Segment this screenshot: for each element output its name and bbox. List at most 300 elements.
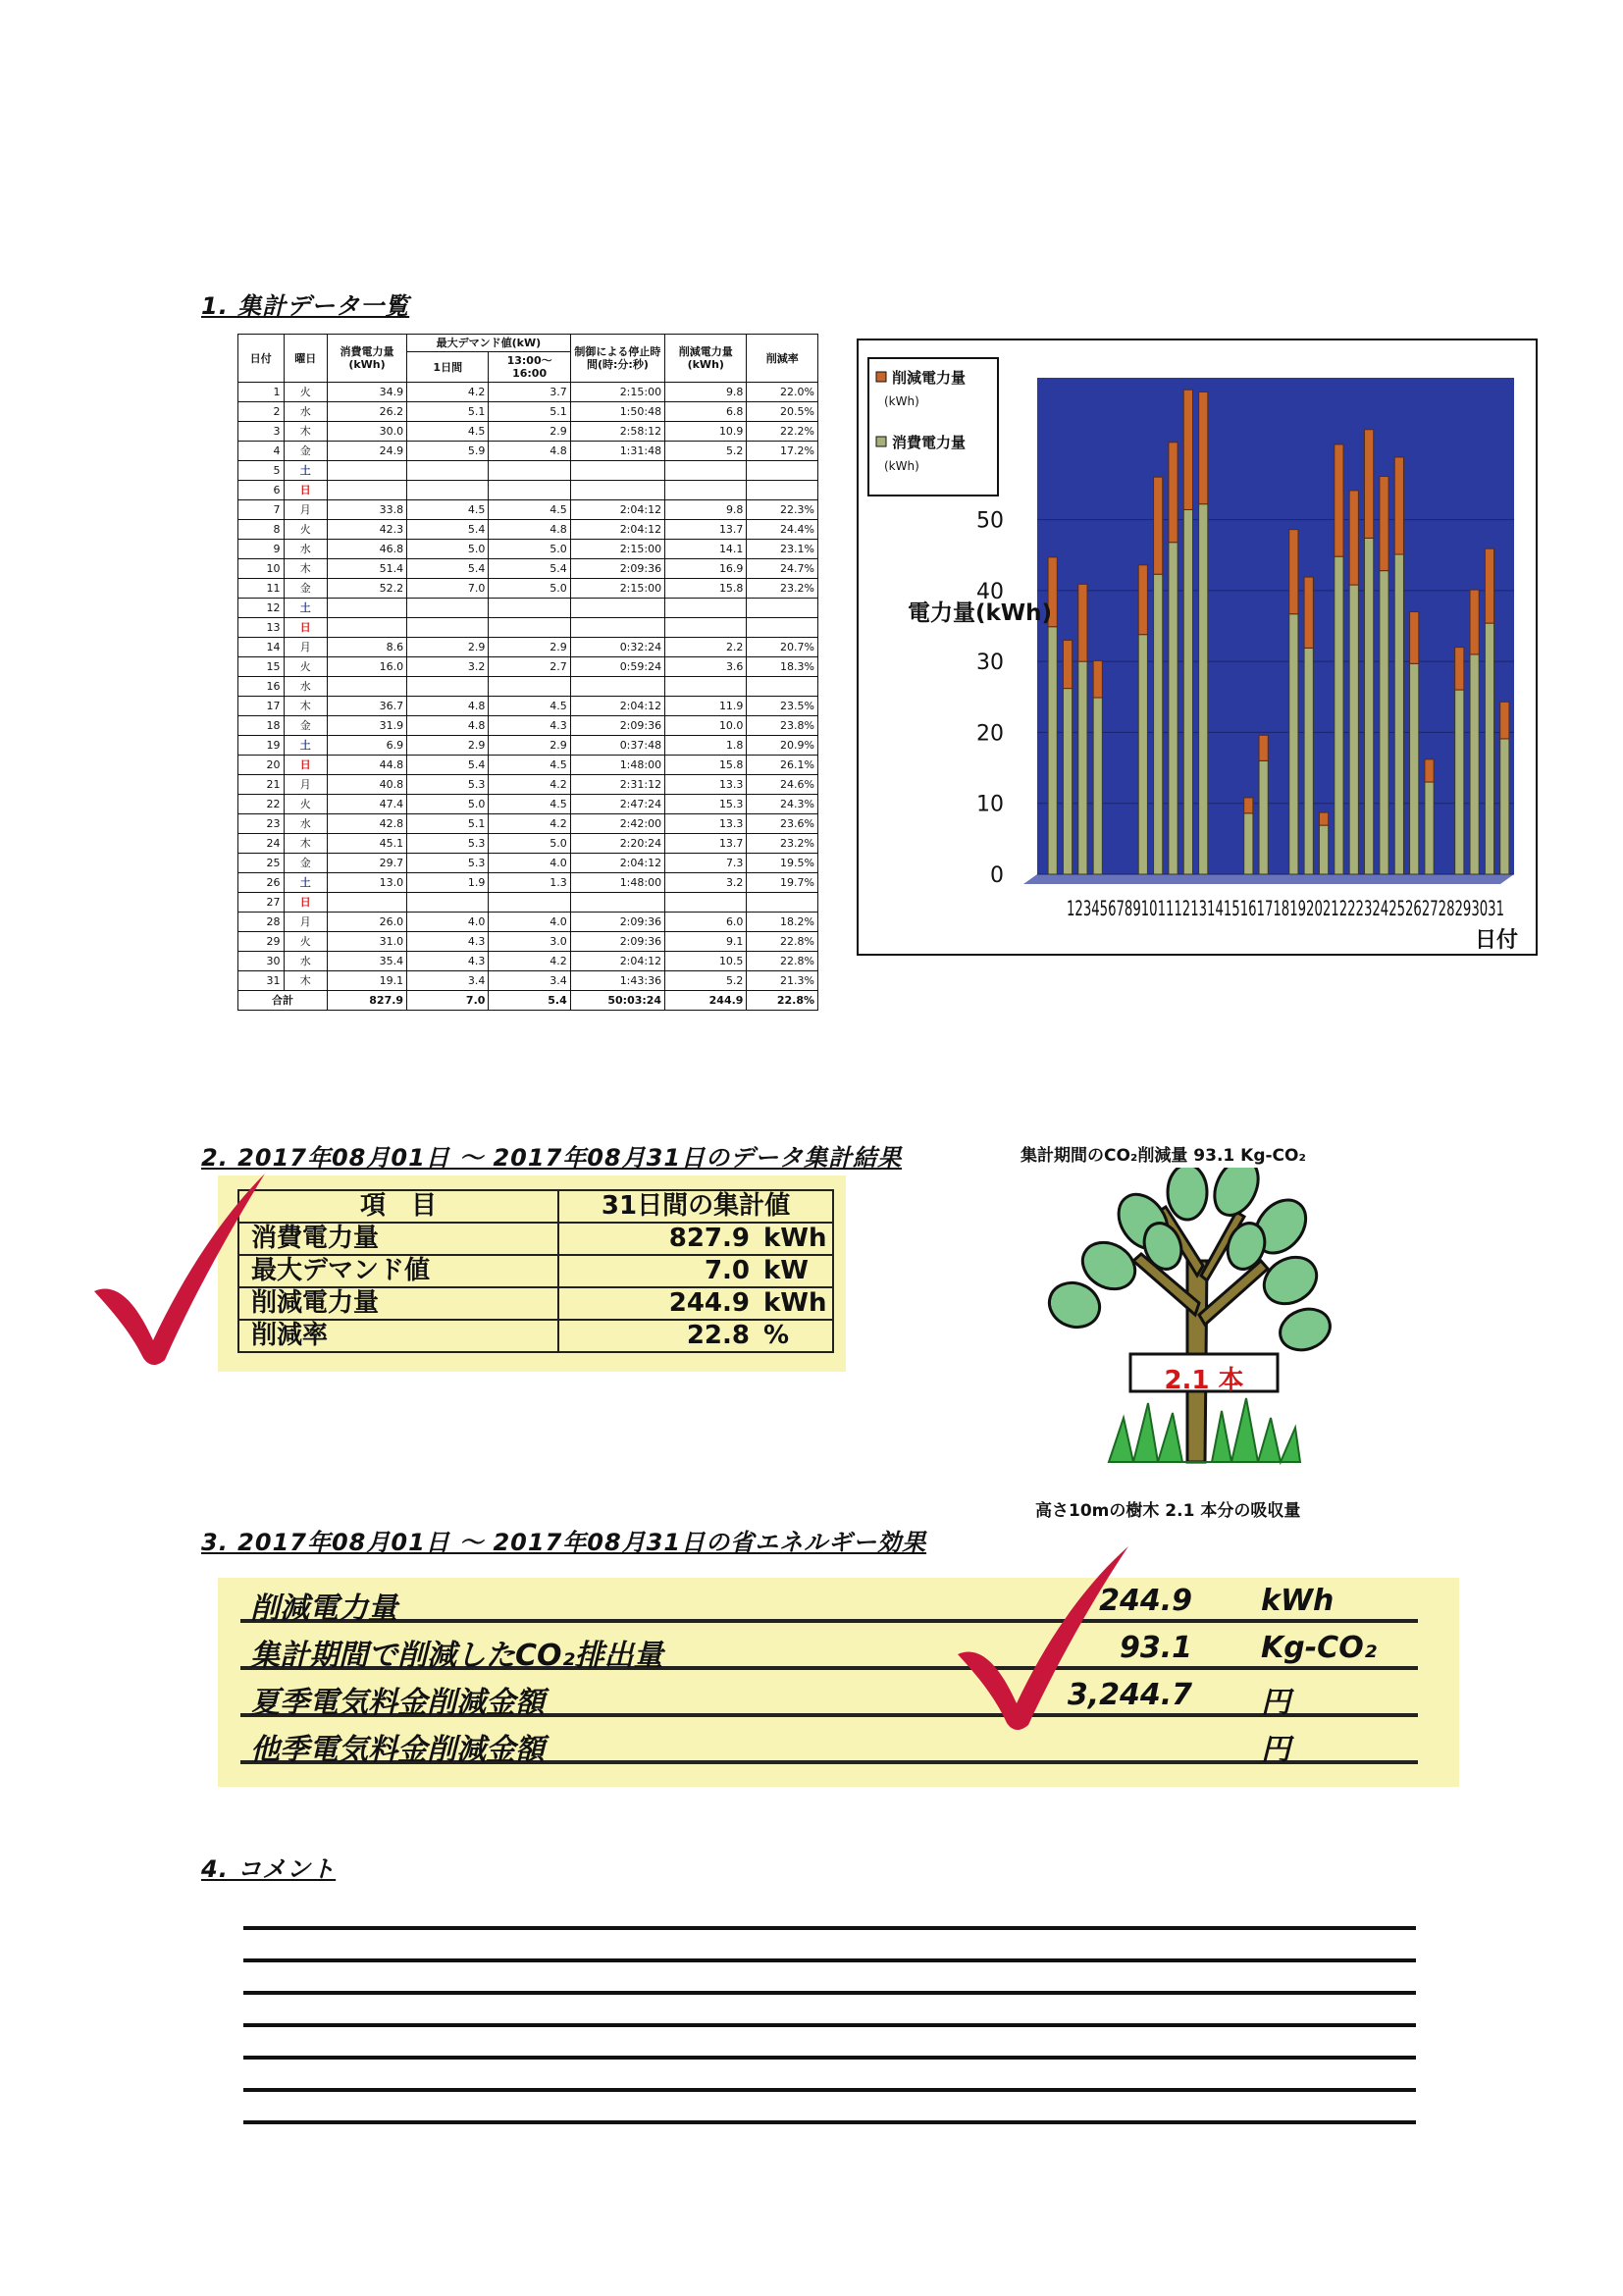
table-row [238,952,818,971]
reduction-cell: 3.2 [665,873,747,893]
weekday-cell: 木 [284,834,327,854]
stop-time-cell: 2:15:00 [570,540,664,559]
table-row [238,540,818,559]
consumption-cell: 31.9 [327,716,406,736]
max-demand-period-cell: 5.0 [489,834,570,854]
table-row [238,579,818,599]
max-demand-period-cell: 4.5 [489,756,570,775]
summary3-row [240,1723,1418,1767]
consumption-bar [1304,648,1313,874]
table-row [238,854,818,873]
table-row [238,716,818,736]
rate-cell [747,893,818,913]
table-row [238,618,818,638]
max-demand-day-cell: 4.3 [407,932,489,952]
day-cell: 19 [238,736,285,756]
table-row [238,814,818,834]
table-row [238,500,818,520]
day-cell: 2 [238,402,285,422]
summary2-table [237,1189,834,1353]
stop-time-cell [570,599,664,618]
consumption-cell: 36.7 [327,697,406,716]
max-demand-period-cell: 5.1 [489,402,570,422]
day-cell: 11 [238,579,285,599]
stop-time-cell [570,677,664,697]
table-row [238,893,818,913]
consumption-bar [1169,543,1178,874]
table-row [238,442,818,461]
stop-time-cell: 2:31:12 [570,775,664,795]
reduction-cell: 15.3 [665,795,747,814]
summary3-row [240,1676,1418,1720]
table-row [238,422,818,442]
day-cell: 17 [238,697,285,716]
reduction-cell [665,599,747,618]
day-cell: 22 [238,795,285,814]
consumption-cell: 31.0 [327,932,406,952]
table-row [238,402,818,422]
consumption-bar [1138,635,1147,874]
comment-line[interactable] [243,2023,1416,2027]
reduction-cell [665,677,747,697]
total-m2-cell: 5.4 [489,991,570,1011]
section1-heading: 1. 集計データ一覧 [201,292,410,320]
consumption-bar [1425,782,1434,874]
reduction-bar [1138,565,1147,635]
summary2-col-item: 項 目 [238,1190,558,1223]
max-demand-day-cell: 1.9 [407,873,489,893]
col-max-demand-period: 13:00〜16:00 [489,352,570,383]
max-demand-period-cell [489,481,570,500]
summary2-label: 最大デマンド値 [238,1255,558,1287]
reduction-bar [1244,798,1253,813]
stop-time-cell [570,461,664,481]
consumption-cell [327,677,406,697]
reduction-bar [1485,548,1493,623]
summary2-value: 827.9 [668,1224,750,1253]
col-stop-time: 制御による停止時間(時:分:秒) [570,335,664,383]
max-demand-period-cell: 4.5 [489,697,570,716]
max-demand-day-cell: 4.8 [407,697,489,716]
weekday-cell: 月 [284,500,327,520]
reduction-bar [1410,612,1419,664]
rate-cell [747,599,818,618]
rate-cell: 18.3% [747,657,818,677]
table-row [238,383,818,402]
rate-cell: 20.5% [747,402,818,422]
reduction-cell: 9.8 [665,383,747,402]
stop-time-cell: 2:15:00 [570,579,664,599]
summary3-unit: kWh [1261,1584,1335,1618]
reduction-bar [1169,443,1178,543]
consumption-cell: 26.2 [327,402,406,422]
max-demand-period-cell: 4.5 [489,795,570,814]
max-demand-day-cell: 5.3 [407,834,489,854]
col-max-demand-day: 1日間 [407,352,489,383]
rate-cell: 23.2% [747,579,818,599]
max-demand-period-cell: 2.9 [489,736,570,756]
summary3-unit: 円 [1261,1733,1290,1767]
summary2-value: 7.0 [704,1256,750,1285]
rate-cell: 26.1% [747,756,818,775]
reduction-cell: 5.2 [665,971,747,991]
max-demand-day-cell [407,599,489,618]
rate-cell: 20.9% [747,736,818,756]
weekday-cell: 木 [284,697,327,716]
max-demand-period-cell [489,461,570,481]
consumption-bar [1365,538,1374,874]
consumption-cell [327,893,406,913]
day-cell: 27 [238,893,285,913]
total-c-cell: 827.9 [327,991,406,1011]
stop-time-cell: 2:04:12 [570,520,664,540]
comment-line[interactable] [243,2120,1416,2124]
weekday-cell: 土 [284,461,327,481]
weekday-cell: 水 [284,952,327,971]
stop-time-cell: 2:58:12 [570,422,664,442]
table-row [238,638,818,657]
checkmark-icon [950,1539,1136,1735]
day-cell: 10 [238,559,285,579]
stop-time-cell: 1:48:00 [570,756,664,775]
summary2-label: 削減電力量 [238,1287,558,1320]
reduction-cell: 10.9 [665,422,747,442]
reduction-bar [1154,477,1163,574]
tree-sign-label: 2.1 本 [1164,1366,1244,1395]
max-demand-period-cell: 3.0 [489,932,570,952]
reduction-cell: 6.0 [665,913,747,932]
day-cell: 25 [238,854,285,873]
rate-cell: 23.8% [747,716,818,736]
table-row [238,834,818,854]
rate-cell: 23.6% [747,814,818,834]
table-row [238,873,818,893]
weekday-cell: 土 [284,599,327,618]
col-consumption: 消費電力量(kWh) [327,335,406,383]
total-r-cell: 244.9 [665,991,747,1011]
rate-cell [747,461,818,481]
day-cell: 26 [238,873,285,893]
day-cell: 5 [238,461,285,481]
weekday-cell: 日 [284,756,327,775]
comment-line[interactable] [243,2088,1416,2092]
stop-time-cell: 0:37:48 [570,736,664,756]
col-date: 日付 [238,335,285,383]
reduction-bar [1319,812,1328,825]
consumption-cell: 34.9 [327,383,406,402]
table-total-row [238,991,818,1011]
weekday-cell: 水 [284,540,327,559]
rate-cell: 22.8% [747,932,818,952]
max-demand-day-cell [407,461,489,481]
weekday-cell: 月 [284,638,327,657]
max-demand-period-cell: 4.8 [489,520,570,540]
consumption-cell: 51.4 [327,559,406,579]
consumption-cell: 42.8 [327,814,406,834]
reduction-cell [665,618,747,638]
max-demand-period-cell: 4.3 [489,716,570,736]
col-max-demand: 最大デマンド値(kW) [407,335,571,352]
consumption-bar [1063,689,1072,874]
stop-time-cell: 2:04:12 [570,854,664,873]
chart-svg [859,340,1536,954]
max-demand-day-cell: 3.2 [407,657,489,677]
reduction-cell [665,893,747,913]
max-demand-day-cell: 5.0 [407,795,489,814]
max-demand-period-cell: 2.9 [489,422,570,442]
max-demand-period-cell: 4.0 [489,913,570,932]
reduction-cell: 9.1 [665,932,747,952]
reduction-bar [1394,457,1403,554]
consumption-bar [1183,509,1192,874]
summary3-label: 集計期間で削減したCO₂排出量 [250,1639,663,1673]
consumption-cell: 44.8 [327,756,406,775]
max-demand-period-cell: 2.9 [489,638,570,657]
daily-data-table [237,334,818,1011]
rate-cell [747,618,818,638]
tree-icon [1040,1168,1335,1482]
reduction-cell: 3.6 [665,657,747,677]
stop-time-cell: 0:59:24 [570,657,664,677]
rate-cell [747,481,818,500]
table-row [238,461,818,481]
max-demand-day-cell: 5.3 [407,775,489,795]
max-demand-day-cell: 3.4 [407,971,489,991]
rate-cell: 17.2% [747,442,818,461]
y-tick-label: 0 [990,863,1004,888]
rate-cell: 24.7% [747,559,818,579]
summary2-label: 消費電力量 [238,1223,558,1255]
consumption-bar [1335,556,1343,874]
weekday-cell: 木 [284,422,327,442]
rate-cell: 22.0% [747,383,818,402]
total-p-cell: 22.8% [747,991,818,1011]
table-row [238,913,818,932]
consumption-bar [1485,623,1493,874]
max-demand-period-cell: 5.4 [489,559,570,579]
max-demand-period-cell [489,677,570,697]
reduction-bar [1380,476,1388,570]
reduction-bar [1425,759,1434,782]
table-row [238,559,818,579]
consumption-bar [1199,504,1208,874]
stop-time-cell: 2:09:36 [570,716,664,736]
stop-time-cell: 2:47:24 [570,795,664,814]
chart-floor [1023,874,1514,884]
consumption-cell: 13.0 [327,873,406,893]
max-demand-day-cell: 5.4 [407,559,489,579]
max-demand-day-cell: 7.0 [407,579,489,599]
reduction-cell [665,481,747,500]
weekday-cell: 日 [284,481,327,500]
reduction-cell: 6.8 [665,402,747,422]
table-row [238,677,818,697]
day-cell: 8 [238,520,285,540]
consumption-bar [1154,574,1163,874]
max-demand-period-cell [489,618,570,638]
consumption-cell: 52.2 [327,579,406,599]
summary3-label: 削減電力量 [250,1592,397,1626]
summary2-unit: kW [763,1256,809,1285]
weekday-cell: 月 [284,775,327,795]
day-cell: 3 [238,422,285,442]
max-demand-day-cell: 4.5 [407,422,489,442]
comment-line[interactable] [243,1991,1416,1995]
reduction-bar [1093,660,1102,698]
weekday-cell: 火 [284,657,327,677]
consumption-cell: 19.1 [327,971,406,991]
comment-line[interactable] [243,1958,1416,1962]
stop-time-cell: 2:09:36 [570,559,664,579]
reduction-cell: 14.1 [665,540,747,559]
reduction-cell: 9.8 [665,500,747,520]
max-demand-day-cell: 4.2 [407,383,489,402]
reduction-cell: 16.9 [665,559,747,579]
reduction-cell: 5.2 [665,442,747,461]
consumption-cell: 33.8 [327,500,406,520]
consumption-bar [1093,698,1102,874]
max-demand-day-cell [407,893,489,913]
table-row [238,520,818,540]
summary3-unit: 円 [1261,1686,1290,1720]
weekday-cell: 木 [284,971,327,991]
table-row [238,795,818,814]
consumption-cell: 8.6 [327,638,406,657]
table-row [238,657,818,677]
consumption-cell: 16.0 [327,657,406,677]
stop-time-cell: 2:04:12 [570,952,664,971]
day-cell: 20 [238,756,285,775]
consumption-cell: 45.1 [327,834,406,854]
day-cell: 15 [238,657,285,677]
reduction-bar [1365,430,1374,539]
consumption-cell: 24.9 [327,442,406,461]
col-rate: 削減率 [747,335,818,383]
max-demand-day-cell: 5.3 [407,854,489,873]
max-demand-day-cell: 2.9 [407,638,489,657]
reduction-bar [1500,702,1509,739]
col-weekday: 曜日 [284,335,327,383]
reduction-cell: 13.7 [665,520,747,540]
day-cell: 30 [238,952,285,971]
rate-cell: 22.2% [747,422,818,442]
stop-time-cell: 1:31:48 [570,442,664,461]
max-demand-period-cell: 4.2 [489,775,570,795]
reduction-bar [1349,491,1358,585]
stop-time-cell: 2:04:12 [570,500,664,520]
max-demand-period-cell: 3.7 [489,383,570,402]
consumption-cell: 42.3 [327,520,406,540]
consumption-bar [1410,663,1419,874]
x-tick-labels: 12345678910111213141516171819202122232425262728293031 [1067,897,1504,920]
table-row [238,756,818,775]
reduction-cell: 11.9 [665,697,747,716]
reduction-cell: 13.3 [665,775,747,795]
max-demand-day-cell: 5.4 [407,520,489,540]
daily-table-body [238,383,818,1011]
max-demand-period-cell: 5.0 [489,579,570,599]
consumption-bar [1349,585,1358,874]
weekday-cell: 火 [284,795,327,814]
day-cell: 24 [238,834,285,854]
summary2-value: 244.9 [668,1288,750,1318]
summary2-row [238,1223,833,1255]
weekday-cell: 木 [284,559,327,579]
table-row [238,736,818,756]
max-demand-period-cell: 3.4 [489,971,570,991]
table-row [238,971,818,991]
consumption-cell: 30.0 [327,422,406,442]
y-tick-label: 40 [976,579,1004,604]
consumption-cell [327,618,406,638]
summary2-label: 削減率 [238,1320,558,1352]
weekday-cell: 土 [284,736,327,756]
total-m1-cell: 7.0 [407,991,489,1011]
day-cell: 7 [238,500,285,520]
stop-time-cell: 2:09:36 [570,913,664,932]
rate-cell: 19.5% [747,854,818,873]
rate-cell: 18.2% [747,913,818,932]
section3-heading: 3. 2017年08月01日 〜 2017年08月31日の省エネルギー効果 [201,1529,927,1556]
summary2-value: 22.8 [686,1321,750,1350]
consumption-bar [1259,760,1268,874]
section4-heading: 4. コメント [201,1855,337,1883]
summary3-value: 93.1 [1119,1631,1192,1665]
day-cell: 14 [238,638,285,657]
reduction-cell: 13.7 [665,834,747,854]
daily-energy-chart [857,339,1538,956]
summary3-row [240,1582,1418,1626]
stop-time-cell [570,481,664,500]
weekday-cell: 日 [284,618,327,638]
consumption-bar [1380,571,1388,874]
consumption-cell [327,481,406,500]
legend-label: 削減電力量 [892,369,967,387]
consumption-cell [327,599,406,618]
comment-line[interactable] [243,2056,1416,2060]
reduction-bar [1455,648,1464,690]
max-demand-day-cell: 4.5 [407,500,489,520]
consumption-cell: 29.7 [327,854,406,873]
total-label: 合計 [238,991,328,1011]
summary2-unit: kWh [763,1224,827,1253]
max-demand-day-cell: 4.0 [407,913,489,932]
summary3-value: 244.9 [1099,1584,1192,1618]
summary2-row [238,1320,833,1352]
stop-time-cell: 2:42:00 [570,814,664,834]
max-demand-day-cell: 2.9 [407,736,489,756]
rate-cell: 22.8% [747,952,818,971]
max-demand-period-cell: 4.8 [489,442,570,461]
consumption-bar [1455,690,1464,874]
reduction-bar [1470,590,1479,654]
weekday-cell: 水 [284,402,327,422]
comment-line[interactable] [243,1926,1416,1930]
weekday-cell: 金 [284,442,327,461]
consumption-cell: 6.9 [327,736,406,756]
table-row [238,775,818,795]
reduction-bar [1259,735,1268,760]
max-demand-period-cell: 4.2 [489,952,570,971]
stop-time-cell: 2:20:24 [570,834,664,854]
stop-time-cell: 2:04:12 [570,697,664,716]
reduction-bar [1335,444,1343,556]
consumption-bar [1048,627,1057,874]
stop-time-cell [570,893,664,913]
summary2-unit: kWh [763,1288,827,1318]
weekday-cell: 金 [284,579,327,599]
day-cell: 21 [238,775,285,795]
